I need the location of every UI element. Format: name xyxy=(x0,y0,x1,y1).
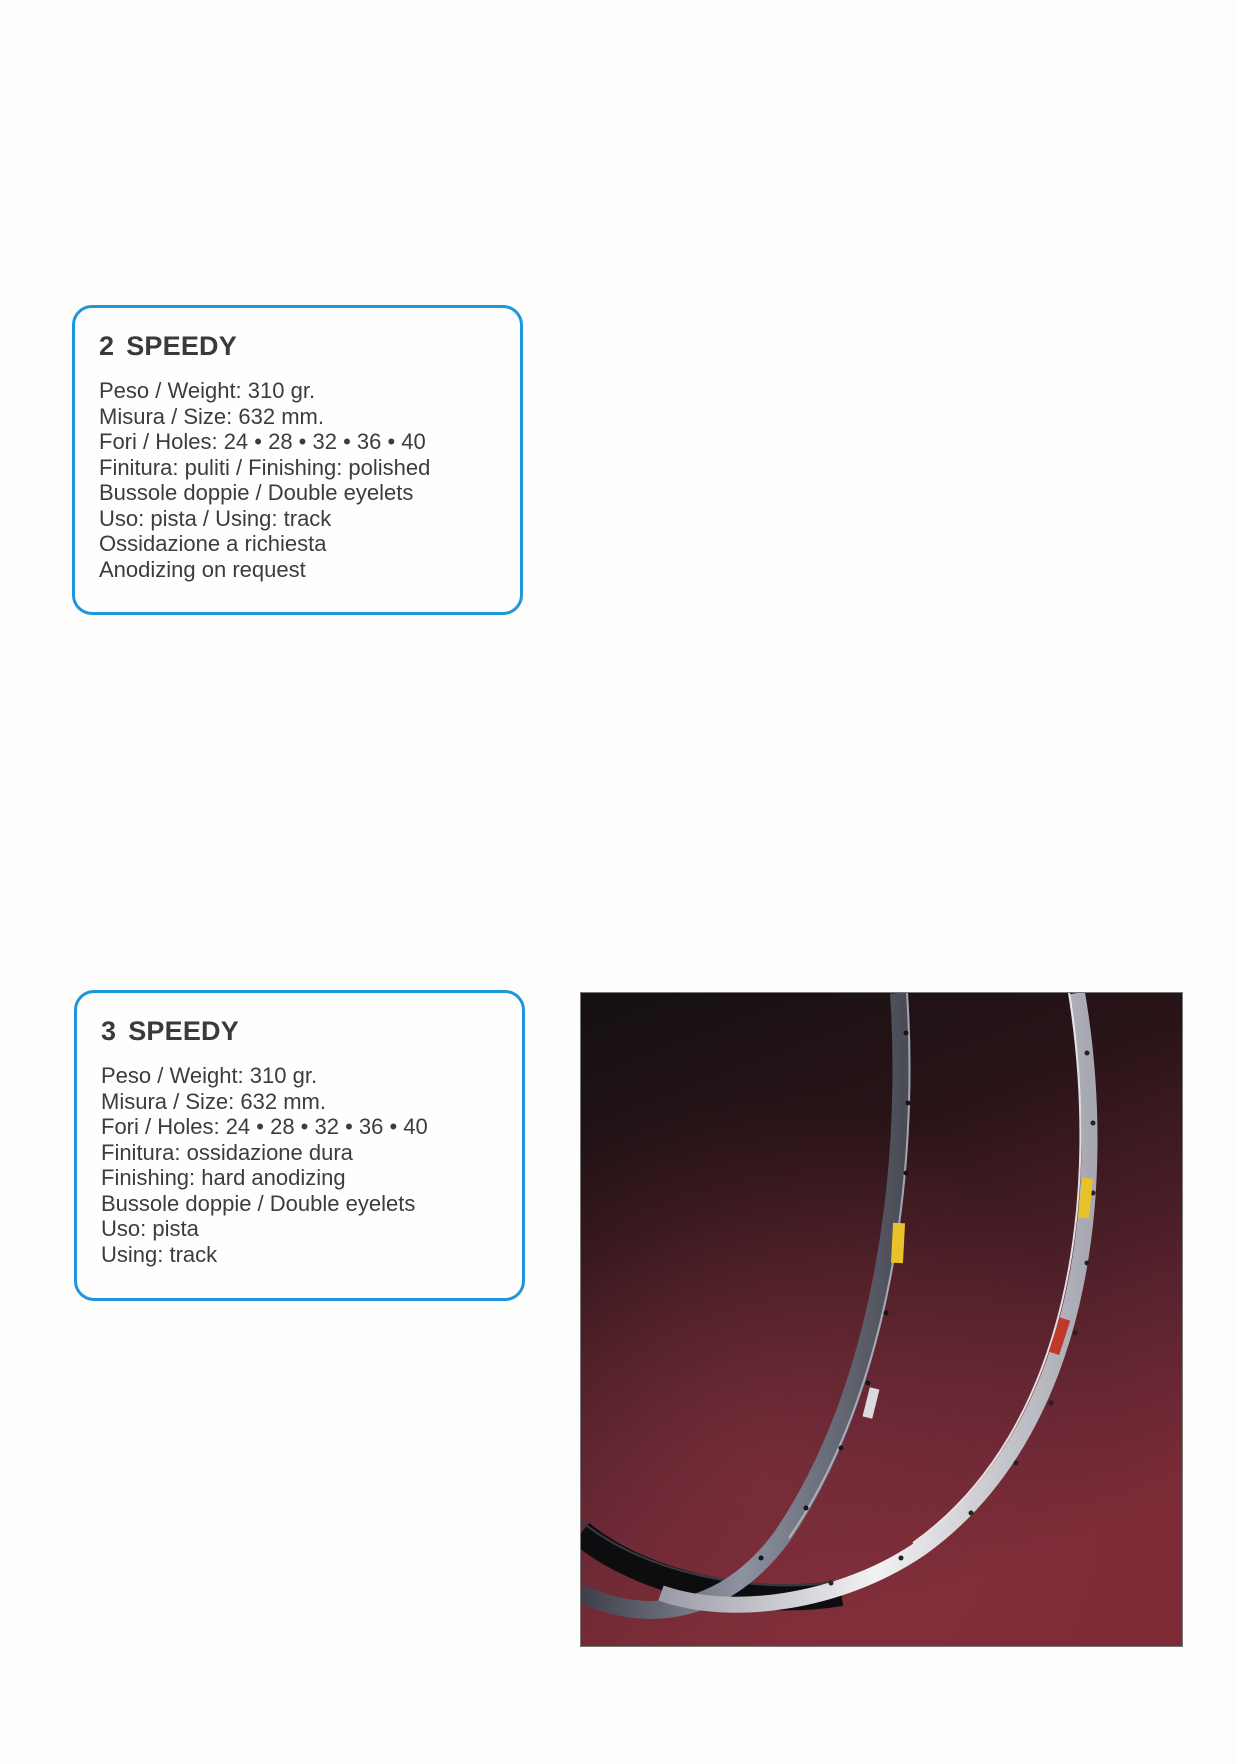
spec-line: Misura / Size: 632 mm. xyxy=(101,1088,326,1114)
spec-line: Anodizing on request xyxy=(99,556,306,582)
spec-list xyxy=(101,1063,498,1267)
spec-list xyxy=(99,378,496,582)
spec-line: Finitura: puliti / Finishing: polished xyxy=(99,454,431,480)
product-name: SPEEDY xyxy=(126,331,237,361)
product-title xyxy=(101,1015,498,1047)
spec-line: Uso: pista xyxy=(101,1216,199,1241)
spec-line: Using: track xyxy=(101,1241,218,1267)
spec-line: Peso / Weight: 310 gr. xyxy=(99,378,316,403)
spec-line: Fori / Holes: 24 • 28 • 32 • 36 • 40 xyxy=(99,429,426,454)
spec-line: Bussole doppie / Double eyelets xyxy=(99,480,414,505)
product-spec-box-2 xyxy=(72,305,523,615)
spec-line: Uso: pista / Using: track xyxy=(99,505,332,531)
spec-line: Finishing: hard anodizing xyxy=(101,1165,346,1190)
product-number: 2 xyxy=(99,331,115,361)
spec-line: Finitura: ossidazione dura xyxy=(101,1139,353,1165)
spec-line: Fori / Holes: 24 • 28 • 32 • 36 • 40 xyxy=(101,1114,428,1139)
spec-line: Peso / Weight: 310 gr. xyxy=(101,1063,318,1088)
product-name: SPEEDY xyxy=(128,1016,239,1046)
rim-photo-svg xyxy=(581,993,1182,1646)
product-title xyxy=(99,330,496,362)
spec-line: Ossidazione a richiesta xyxy=(99,531,327,556)
spec-line: Misura / Size: 632 mm. xyxy=(99,403,324,429)
speedy-label-grey xyxy=(891,1223,905,1264)
product-number: 3 xyxy=(101,1016,117,1046)
rim-photo xyxy=(580,992,1183,1647)
spec-line: Bussole doppie / Double eyelets xyxy=(101,1190,416,1216)
product-spec-box-3 xyxy=(74,990,525,1301)
